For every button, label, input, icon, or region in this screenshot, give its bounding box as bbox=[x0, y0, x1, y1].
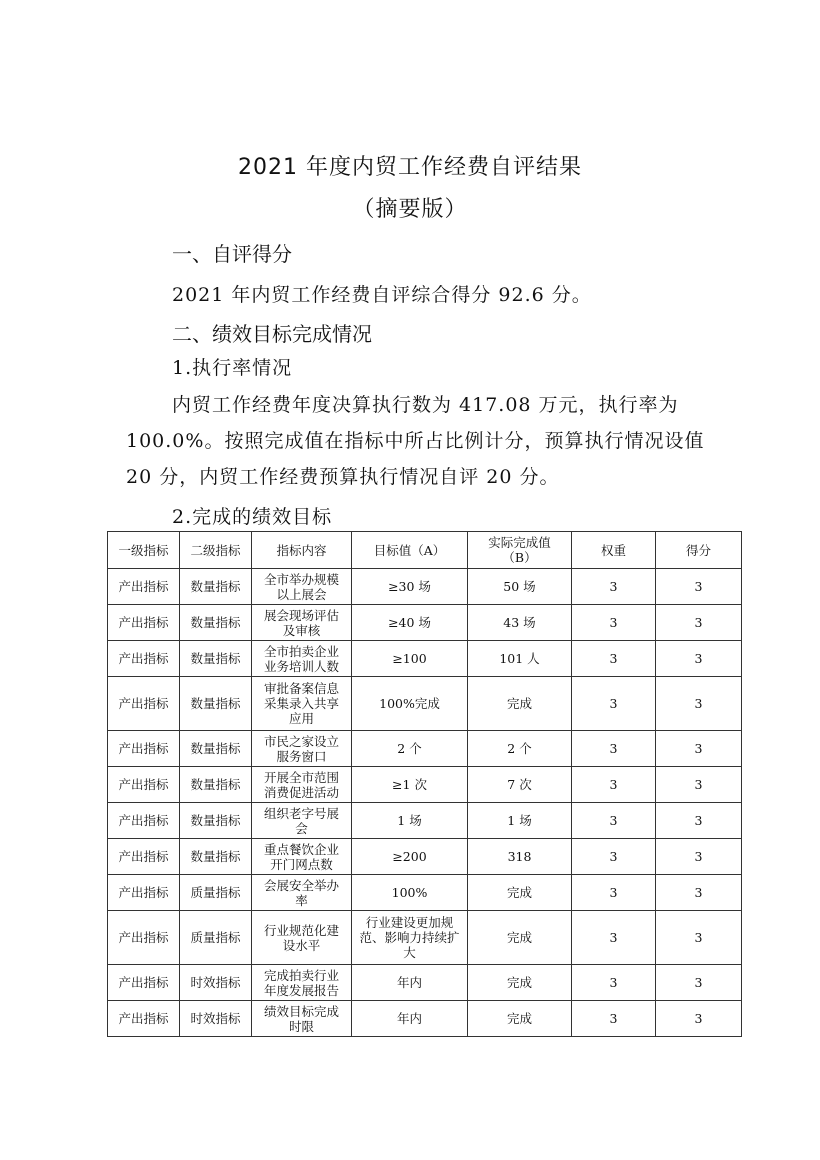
section1-heading: 一、自评得分 bbox=[172, 242, 292, 266]
weight-cell: 3 bbox=[572, 875, 656, 911]
table-header-cell: 权重 bbox=[572, 532, 656, 569]
target-cell: ≥200 bbox=[352, 839, 468, 875]
level1-cell: 产出指标 bbox=[108, 839, 180, 875]
table-row bbox=[108, 641, 742, 677]
indicator-cell: 审批备案信息采集录入共享应用 bbox=[252, 677, 352, 731]
score-cell: 3 bbox=[656, 839, 742, 875]
weight-cell: 3 bbox=[572, 1001, 656, 1037]
level1-cell: 产出指标 bbox=[108, 731, 180, 767]
level2-cell: 数量指标 bbox=[180, 605, 252, 641]
weight-cell: 3 bbox=[572, 965, 656, 1001]
table-header-cell: 目标值（A） bbox=[352, 532, 468, 569]
table-row bbox=[108, 767, 742, 803]
actual-cell: 101 人 bbox=[468, 641, 572, 677]
table-row bbox=[108, 605, 742, 641]
weight-cell: 3 bbox=[572, 605, 656, 641]
target-cell: ≥100 bbox=[352, 641, 468, 677]
indicator-cell: 会展安全举办率 bbox=[252, 875, 352, 911]
actual-cell: 完成 bbox=[468, 875, 572, 911]
actual-cell: 7 次 bbox=[468, 767, 572, 803]
indicator-cell: 市民之家设立服务窗口 bbox=[252, 731, 352, 767]
table-header-cell: 一级指标 bbox=[108, 532, 180, 569]
target-cell: ≥30 场 bbox=[352, 569, 468, 605]
sub2-heading: 2.完成的绩效目标 bbox=[172, 506, 333, 528]
table-row bbox=[108, 911, 742, 965]
table-row bbox=[108, 965, 742, 1001]
level2-cell: 数量指标 bbox=[180, 803, 252, 839]
table-body bbox=[108, 569, 742, 1037]
level2-cell: 数量指标 bbox=[180, 839, 252, 875]
score-cell: 3 bbox=[656, 965, 742, 1001]
weight-cell: 3 bbox=[572, 911, 656, 965]
level1-cell: 产出指标 bbox=[108, 803, 180, 839]
level2-cell: 时效指标 bbox=[180, 965, 252, 1001]
actual-cell: 完成 bbox=[468, 1001, 572, 1037]
target-cell: 2 个 bbox=[352, 731, 468, 767]
indicator-cell: 组织老字号展会 bbox=[252, 803, 352, 839]
level2-cell: 质量指标 bbox=[180, 875, 252, 911]
level1-cell: 产出指标 bbox=[108, 911, 180, 965]
sub1-heading: 1.执行率情况 bbox=[172, 357, 293, 379]
indicator-cell: 全市举办规模以上展会 bbox=[252, 569, 352, 605]
table-row bbox=[108, 677, 742, 731]
actual-cell: 完成 bbox=[468, 965, 572, 1001]
target-cell: ≥40 场 bbox=[352, 605, 468, 641]
actual-cell: 完成 bbox=[468, 911, 572, 965]
score-cell: 3 bbox=[656, 875, 742, 911]
weight-cell: 3 bbox=[572, 677, 656, 731]
sub1-text: 内贸工作经费年度决算执行数为 417.08 万元，执行率为 100.0%。按照完成值在指标中所占比例计分，预算执行情况设值 20 分，内贸工作经费预算执行情况自评 20 分。 bbox=[126, 394, 705, 488]
table-row bbox=[108, 569, 742, 605]
level2-cell: 数量指标 bbox=[180, 731, 252, 767]
table-row bbox=[108, 803, 742, 839]
indicator-cell: 完成拍卖行业年度发展报告 bbox=[252, 965, 352, 1001]
score-cell: 3 bbox=[656, 1001, 742, 1037]
indicator-cell: 开展全市范围消费促进活动 bbox=[252, 767, 352, 803]
table-row bbox=[108, 1001, 742, 1037]
indicator-cell: 展会现场评估及审核 bbox=[252, 605, 352, 641]
target-cell: 年内 bbox=[352, 965, 468, 1001]
performance-table bbox=[107, 531, 742, 1037]
table-header-cell: 二级指标 bbox=[180, 532, 252, 569]
weight-cell: 3 bbox=[572, 731, 656, 767]
score-cell: 3 bbox=[656, 641, 742, 677]
table-row bbox=[108, 731, 742, 767]
actual-cell: 完成 bbox=[468, 677, 572, 731]
table-row bbox=[108, 839, 742, 875]
actual-cell: 1 场 bbox=[468, 803, 572, 839]
indicator-cell: 全市拍卖企业业务培训人数 bbox=[252, 641, 352, 677]
level1-cell: 产出指标 bbox=[108, 677, 180, 731]
level2-cell: 数量指标 bbox=[180, 677, 252, 731]
indicator-cell: 重点餐饮企业开门网点数 bbox=[252, 839, 352, 875]
level1-cell: 产出指标 bbox=[108, 767, 180, 803]
level2-cell: 时效指标 bbox=[180, 1001, 252, 1037]
target-cell: 1 场 bbox=[352, 803, 468, 839]
level2-cell: 质量指标 bbox=[180, 911, 252, 965]
weight-cell: 3 bbox=[572, 839, 656, 875]
table-header-cell: 指标内容 bbox=[252, 532, 352, 569]
target-cell: 年内 bbox=[352, 1001, 468, 1037]
score-cell: 3 bbox=[656, 911, 742, 965]
level1-cell: 产出指标 bbox=[108, 605, 180, 641]
score-cell: 3 bbox=[656, 569, 742, 605]
level1-cell: 产出指标 bbox=[108, 569, 180, 605]
weight-cell: 3 bbox=[572, 803, 656, 839]
actual-cell: 43 场 bbox=[468, 605, 572, 641]
target-cell: ≥1 次 bbox=[352, 767, 468, 803]
weight-cell: 3 bbox=[572, 767, 656, 803]
level2-cell: 数量指标 bbox=[180, 641, 252, 677]
level2-cell: 数量指标 bbox=[180, 767, 252, 803]
score-cell: 3 bbox=[656, 677, 742, 731]
table-header-cell: 实际完成值（B） bbox=[468, 532, 572, 569]
section2-heading: 二、绩效目标完成情况 bbox=[172, 322, 372, 346]
target-cell: 100%完成 bbox=[352, 677, 468, 731]
level1-cell: 产出指标 bbox=[108, 641, 180, 677]
indicator-cell: 绩效目标完成时限 bbox=[252, 1001, 352, 1037]
score-cell: 3 bbox=[656, 731, 742, 767]
indicator-cell: 行业规范化建设水平 bbox=[252, 911, 352, 965]
actual-cell: 318 bbox=[468, 839, 572, 875]
level1-cell: 产出指标 bbox=[108, 1001, 180, 1037]
table-header-row bbox=[108, 532, 742, 569]
document-title: 2021 年度内贸工作经费自评结果 bbox=[238, 155, 582, 180]
section1-text: 2021 年内贸工作经费自评综合得分 92.6 分。 bbox=[172, 284, 592, 306]
actual-cell: 2 个 bbox=[468, 731, 572, 767]
score-cell: 3 bbox=[656, 803, 742, 839]
document-subtitle: （摘要版） bbox=[352, 197, 468, 222]
actual-cell: 50 场 bbox=[468, 569, 572, 605]
table-row bbox=[108, 875, 742, 911]
table-header-cell: 得分 bbox=[656, 532, 742, 569]
level2-cell: 数量指标 bbox=[180, 569, 252, 605]
score-cell: 3 bbox=[656, 767, 742, 803]
score-cell: 3 bbox=[656, 605, 742, 641]
level1-cell: 产出指标 bbox=[108, 965, 180, 1001]
weight-cell: 3 bbox=[572, 641, 656, 677]
weight-cell: 3 bbox=[572, 569, 656, 605]
target-cell: 100% bbox=[352, 875, 468, 911]
level1-cell: 产出指标 bbox=[108, 875, 180, 911]
target-cell: 行业建设更加规范、影响力持续扩大 bbox=[352, 911, 468, 965]
